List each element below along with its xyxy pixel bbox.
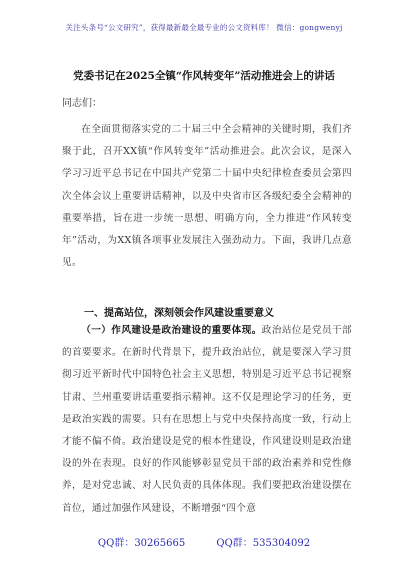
section-heading-1: 一、提高站位，深刻领会作风建设重要意义 bbox=[84, 308, 274, 319]
footer-qq-group-2: QQ群：535304092 bbox=[216, 538, 311, 549]
promo-banner: 关注头条号“公文研究”，获得最新最全最专业的公文资料库！ 微信：gongwenyj bbox=[65, 23, 343, 32]
footer-qq-group-1: QQ群：30265665 bbox=[97, 538, 186, 549]
subsection-paragraph-1 bbox=[62, 320, 352, 520]
page-footer bbox=[0, 534, 408, 549]
subsection-body: 政治站位是党员干部的首要要求。在新时代背景下，提升政治站位，就是要深入学习贯彻习近平新时代中国特色社会主义思想，特别是习近平总书记视察甘肃、兰州重要讲话重要指示精神。这不仅是理论学习的任务，更是政治实践的需要。只有在思想上与党中央保持高度一致，行动上才能不偏不倚。政治建设是党的根本性建设，作风建设则是政治建设的外在表现。良好的作风能够彰显党员干部的政治素养和党性修养，是对党忠诚、对人民负责的具体体现。我们要把政治建设摆在首位，通过加强作风建设，不断增强“四个意 bbox=[62, 325, 352, 514]
document-title: 党委书记在2025全镇“作风转变年”活动推进会上的讲话 bbox=[73, 70, 335, 82]
intro-paragraph: 在全面贯彻落实党的二十届三中全会精神的关键时期，我们齐聚于此，召开XX镇“作风转变年”活动推进会。此次会议，是深入学习习近平总书记在中国共产党第二十届中央纪律检查委员会第四次全体会议上重要讲话精神，以及中央省市区各级纪委全会精神的重要举措，旨在进一步统一思想、明确方向，全力推进“作风转变年”活动，为XX镇各项事业发展注入强劲动力。下面，我讲几点意见。 bbox=[62, 124, 352, 269]
greeting: 同志们： bbox=[62, 98, 102, 109]
subsection-heading: （一）作风建设是政治建设的重要体现。 bbox=[81, 325, 262, 336]
